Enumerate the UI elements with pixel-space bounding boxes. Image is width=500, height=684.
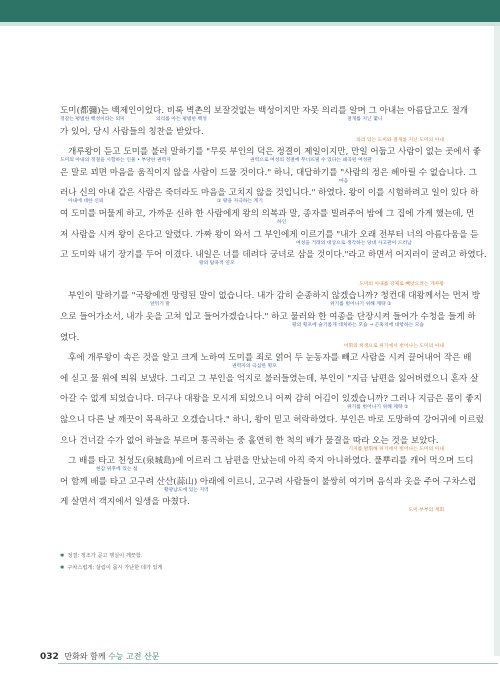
text-line (60, 312, 476, 332)
line-text: 저 사람을 시켜 왕이 온다고 알렸다. 가짜 왕이 와서 그 부인에게 이르기를 "내가 오래 전부터 너의 아름다움을 듣 (60, 229, 479, 240)
line-text: 도미(都彌)는 백제인이었다. 비록 벽촌의 보잘것없는 백성이지만 자못 의리를 알며 그 아내는 아름답고도 절개 (60, 106, 469, 116)
text-line (60, 291, 481, 311)
annotation-note: 마음 (339, 178, 349, 184)
line-text: 후에 개루왕이 속은 것을 알고 크게 노하여 도미를 죄로 얽어 두 눈동자를 빼고 사람을 시켜 끌어내어 작은 배 (68, 353, 472, 364)
book-title-highlight: 수능 고전 산문 (108, 652, 160, 661)
annotation-note: 현감 위후에 있는 섬 (96, 467, 138, 473)
annotation-note: 왕의 횡포에 슬기롭게 대처하는 모습 → 곤혹치에 대항하는 모습 (292, 323, 425, 328)
text-line (60, 436, 444, 456)
bullet-icon: ✱ (60, 565, 65, 571)
annotation-note: 정갈는 평범한 백성이라는 의미 (60, 117, 125, 122)
annotation-note: 하인 (277, 220, 287, 225)
line-text: 은 말로 꾀면 마음을 움직이지 않을 사람이 드물 것이다." 하니, 대답하기를 "사람의 정은 헤아릴 수 없습니다. 그 (60, 167, 477, 178)
annotation-note: 절개를 지닌 몇니 (347, 117, 383, 122)
line-text: 부인이 말하기를 "국왕에겐 망령된 말이 없습니다. 내가 감히 순종하지 않겠습니까? 청컨대 대왕께서는 먼저 방 (68, 291, 481, 302)
annotation-note: 권력으로 여성의 정절에 무너뜨릴 수 있다는 왜곡된 여성관 (250, 158, 372, 164)
annotation-note: 위기를 벗어나기 위해 계략 ② (347, 405, 409, 411)
text-line (60, 167, 477, 188)
text-line (60, 333, 444, 353)
text-line (60, 497, 444, 517)
line-text: 여 도미를 머물게 하고, 가까운 신하 한 사람에게 왕의 의복과 말, 종자를 빌려주어 밤에 그 집에 가게 했는데, 먼 (60, 209, 475, 219)
line-text: 않으니 다른 날 깨끗이 목욕하고 오겠습니다." 하니, 왕이 믿고 허락하였다. 부인은 바로 도망하여 강어귀에 이르렀 (60, 415, 484, 425)
text-line (60, 456, 474, 476)
annotation-note: 왕의 탐욕적 연모 (199, 261, 235, 267)
line-text: 에 싣고 물 위에 띄워 보냈다. 그리고 그 부인을 억지로 불러들였는데, 부인이 "지금 남편을 잃어버렸으니 혼자 살 (60, 373, 479, 384)
footer-rule (58, 663, 498, 664)
text-line (60, 147, 481, 167)
text-line (60, 188, 479, 208)
page-footer (40, 651, 420, 665)
text-line (60, 271, 444, 291)
annotation-note: 권력자의 극심한 횡포 (232, 364, 277, 370)
text-line (60, 394, 482, 414)
annotation-note: 기지를 발휘해 위기에서 벗어나는 도미의 아내 (348, 446, 444, 452)
annotation-note: 어휘의 희생으로 위기에서 벗어나는 도미의 아내 (343, 343, 444, 349)
annotation-note: 여성을 거래의 대상으로 생각하는 당대 사고관이 드러남 (296, 240, 412, 246)
line-text: 그 배를 타고 천성도(泉城島)에 이르러 그 남편을 만났는데 아직 죽지 아니하였다. 풀뿌리를 캐어 먹으며 드디 (68, 456, 474, 467)
bullet-icon: ✱ (60, 553, 65, 559)
annotation-note: 의리를 아는 평범한 백성 (156, 117, 207, 122)
page-number: 032 (40, 652, 59, 662)
text-line (60, 209, 475, 229)
annotation-note: 도미의 아내를 강제로 빼앗으려는 개루왕 (359, 281, 444, 287)
footnote: ✱ 구차스럽게: 살림이 몹시 가난한 데가 있게 (60, 565, 163, 571)
line-text: 으나 건너갈 수가 없어 하늘을 부르며 통곡하는 중 홀연히 한 척의 배가 물결을 따라 오는 것을 보았다. (60, 435, 439, 446)
line-text: 였다. (60, 332, 80, 343)
line-text: 으로 들어가소서, 내가 옷을 고쳐 입고 들어가겠습니다." 하고 물러와 한 여종을 단장시켜 들어가 수청을 들게 하 (60, 312, 476, 322)
line-text: 게 살면서 객지에서 일생을 마쳤다. (60, 497, 190, 508)
annotation-note: 의리 있는 도미와 절개를 지닌 도미의 아내 (356, 137, 444, 143)
text-line (60, 476, 477, 497)
line-text: 아갈 수 없게 되었습니다. 더구나 대왕을 모시게 되었으니 어찌 감히 어김이 있겠습니까? 그러나 지금은 몸이 좋지 (60, 394, 482, 405)
line-text: 가 있어, 당시 사람들의 칭찬을 받았다. (60, 126, 204, 137)
line-text: 어 함께 배를 타고 고구려 산산(蒜山) 아래에 이르니, 고구려 사람들이 불쌍히 여기며 음식과 옷을 주어 구차스럽 (60, 476, 477, 487)
text-line (60, 353, 472, 373)
annotation-note: 아내에 대한 신뢰 (68, 199, 104, 205)
annotation-note: 도미 부부의 재회 (408, 508, 444, 514)
line-text: 고 도미와 내기 장기를 두어 이겼다. 내일은 너를 데려다 궁녀로 삼을 것이다."라고 하면서 어지러이 굴려고 하였다. (60, 250, 487, 261)
annotation-note: ① 왕을 자극하는 계기 (217, 199, 263, 205)
annotation-note: 앞뒤기 말 (150, 302, 171, 308)
text-line (60, 250, 487, 270)
book-title: 만화와 함께 (64, 652, 109, 661)
text-line (60, 415, 484, 435)
annotation-note: 황광남도에 있는 지역 (164, 487, 209, 493)
text-line (60, 229, 479, 250)
line-text: 러나 신의 아내 같은 사람은 죽더라도 마음을 고치지 않을 것입니다." 하였다. 왕이 이를 시험하려고 일이 있다 하 (60, 188, 479, 199)
top-banner (0, 0, 500, 22)
text-line (60, 106, 469, 126)
line-text: 개루왕이 듣고 도미를 불러 말하기를 "무릇 부인의 덕은 정결이 제일이지만, 만일 어둡고 사람이 없는 곳에서 좋 (68, 147, 481, 158)
annotation-note: 위기를 벗어나기 위해 계략 ① (330, 302, 392, 308)
annotation-note: 도미의 아내의 정절을 시험하는 인물 • 부당한 권력자 (60, 158, 171, 164)
footnotes (60, 550, 444, 574)
side-strip (494, 26, 500, 656)
footnote: ✱ 정결: 정조가 곧고 행실이 깨끗함. (60, 553, 143, 559)
text-line (60, 127, 444, 147)
text-line (60, 373, 479, 394)
top-banner-accent (0, 22, 500, 26)
